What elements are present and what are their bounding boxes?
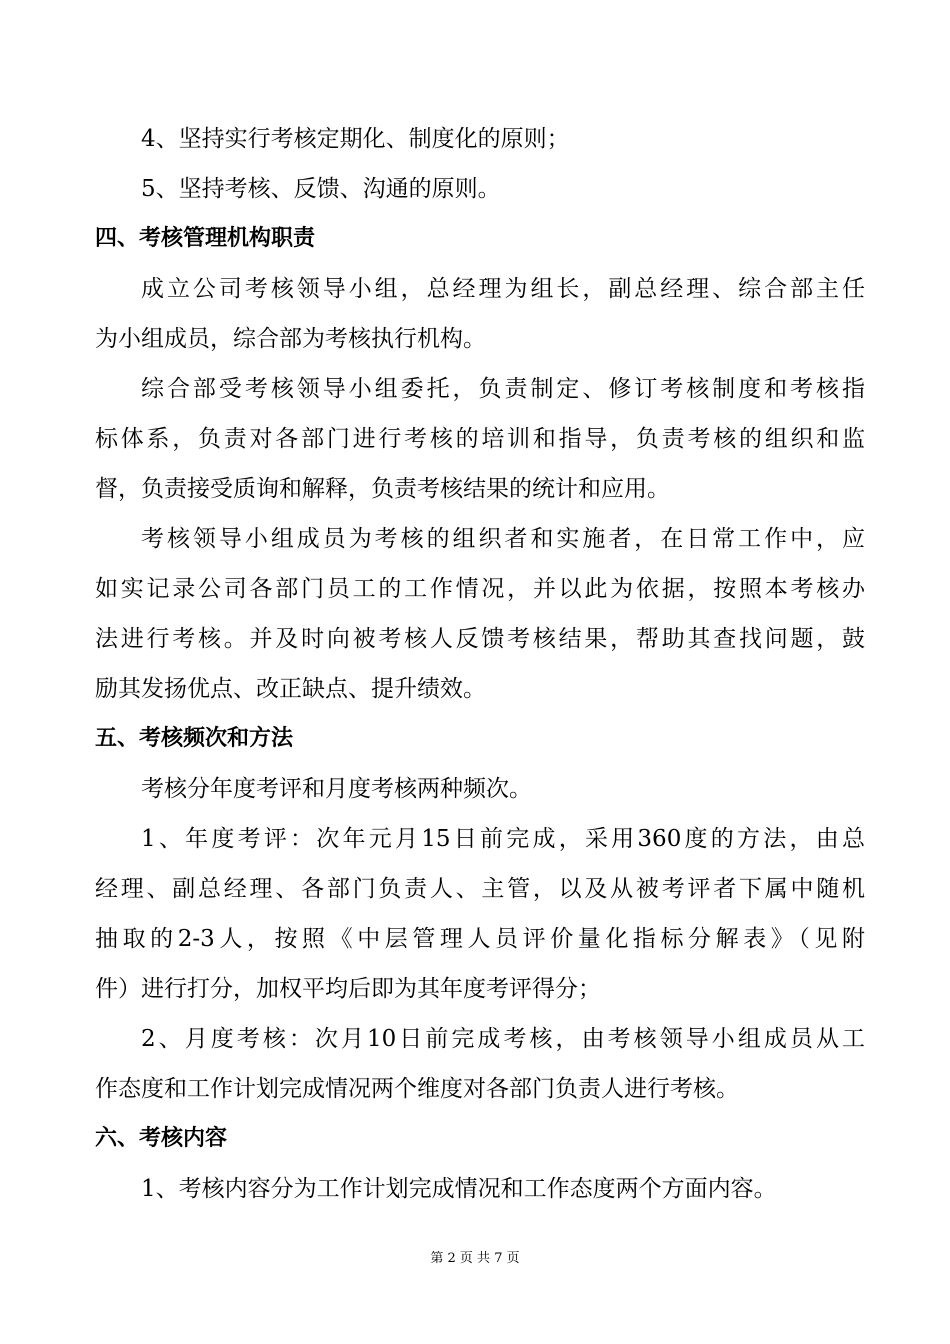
paragraph-line: 抽取的2-3人，按照《中层管理人员评价量化指标分解表》（见附 [95,926,865,952]
paragraph-line: 督，负责接受质询和解释，负责考核结果的统计和应用。 [95,476,670,502]
paragraph-line: 考核分年度考评和月度考核两种频次。 [141,776,532,802]
paragraph-line: 励其发扬优点、改正缺点、提升绩效。 [95,676,486,702]
section-heading-6: 六、考核内容 [95,1126,228,1151]
paragraph-line: 综合部受考核领导小组委托，负责制定、修订考核制度和考核指 [141,376,865,402]
paragraph-line: 1、年度考评：次年元月15日前完成，采用360度的方法，由总 [141,826,865,852]
section-heading-5: 五、考核频次和方法 [95,726,294,751]
paragraph-line: 标体系，负责对各部门进行考核的培训和指导，负责考核的组织和监 [95,426,865,452]
page-number-footer: 第 2 页 共 7 页 [430,1251,520,1266]
paragraph-line: 1、考核内容分为工作计划完成情况和工作态度两个方面内容。 [141,1176,777,1202]
paragraph-line: 2、月度考核：次月10日前完成考核，由考核领导小组成员从工 [141,1026,865,1052]
paragraph-line: 件）进行打分，加权平均后即为其年度考评得分； [95,976,601,1002]
principle-item-5: 5、坚持考核、反馈、沟通的原则。 [141,176,501,202]
section-heading-4: 四、考核管理机构职责 [95,226,316,251]
paragraph-line: 如实记录公司各部门员工的工作情况，并以此为依据，按照本考核办 [95,576,865,602]
paragraph-line: 为小组成员，综合部为考核执行机构。 [95,326,486,352]
paragraph-line: 法进行考核。并及时向被考核人反馈考核结果，帮助其查找问题，鼓 [95,626,865,652]
paragraph-line: 成立公司考核领导小组，总经理为组长，副总经理、综合部主任 [141,276,865,302]
principle-item-4: 4、坚持实行考核定期化、制度化的原则； [141,126,570,152]
paragraph-line: 经理、副总经理、各部门负责人、主管，以及从被考评者下属中随机 [95,876,865,902]
paragraph-line: 作态度和工作计划完成情况两个维度对各部门负责人进行考核。 [95,1076,739,1102]
paragraph-line: 考核领导小组成员为考核的组织者和实施者，在日常工作中，应 [141,526,865,552]
